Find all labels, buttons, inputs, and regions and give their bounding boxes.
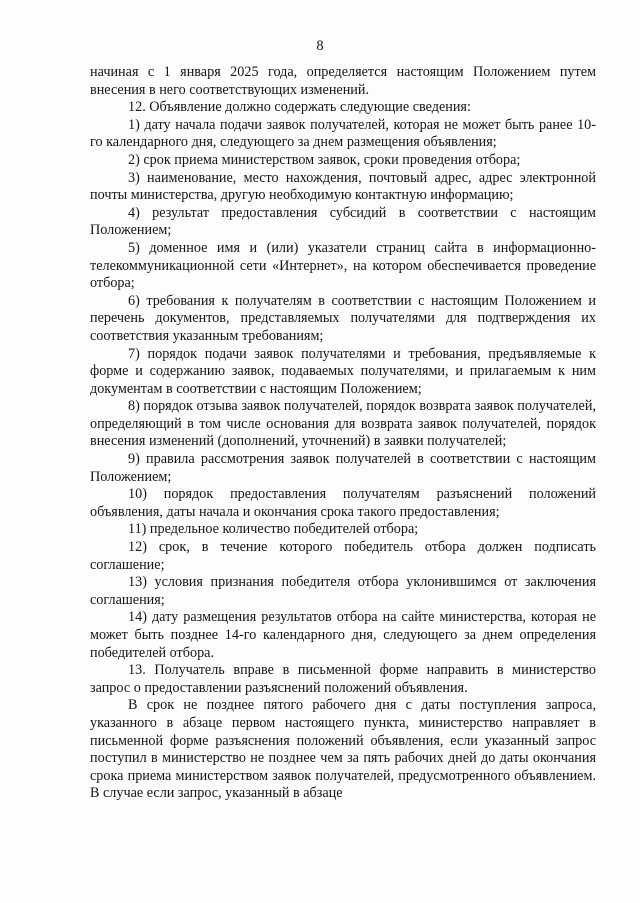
paragraph: 3) наименование, место нахождения, почтовый адрес, адрес электронной почты министерства, другую необходимую контактную информацию; bbox=[90, 169, 596, 204]
paragraph: начиная с 1 января 2025 года, определяется настоящим Положением путем внесения в него соответствующих изменений. bbox=[90, 64, 596, 98]
paragraph: 4) результат предоставления субсидий в соответствии с настоящим Положением; bbox=[90, 204, 596, 239]
paragraph: 6) требования к получателям в соответствии с настоящим Положением и перечень документов, представляемых получателями для подтверждения их соответствия указанным требованиям; bbox=[90, 292, 596, 344]
paragraph: 11) предельное количество победителей отбора; bbox=[128, 521, 419, 538]
paragraph: 14) дату размещения результатов отбора на сайте министерства, которая не может быть позднее 14-го календарного дня, следующего за днем определения победителей отбора. bbox=[90, 609, 596, 661]
paragraph: 2) срок приема министерством заявок, сроки проведения отбора; bbox=[128, 151, 521, 168]
paragraph: 8) порядок отзыва заявок получателей, порядок возврата заявок получателей, определяющий в том числе основания для возврата заявок получателей, порядок внесения изменений (дополнений, уточнений) в заявки получателей; bbox=[90, 398, 596, 450]
paragraph: 13) условия признания победителя отбора уклонившимся от заключения соглашения; bbox=[90, 574, 596, 608]
paragraph: 7) порядок подачи заявок получателями и требования, предъявляемые к форме и содержанию заявок, подаваемых получателями, и прилагаемым к ним документам в соответствии с настоящим Положением; bbox=[90, 345, 596, 397]
paragraph: 12) срок, в течение которого победитель отбора должен подписать соглашение; bbox=[90, 539, 596, 573]
paragraph: 10) порядок предоставления получателям разъяснений положений объявления, даты начала и окончания срока такого предоставления; bbox=[90, 486, 596, 520]
page-number: 8 bbox=[316, 38, 324, 54]
paragraph: 9) правила рассмотрения заявок получателей в соответствии с настоящим Положением; bbox=[90, 451, 596, 485]
paragraph: 13. Получатель вправе в письменной форме направить в министерство запрос о предоставлении разъяснений положений объявления. bbox=[90, 662, 596, 696]
paragraph: В срок не позднее пятого рабочего дня с даты поступления запроса, указанного в абзаце первом настоящего пункта, министерство направляет в письменной форме разъяснения положений объявления, если указанный запрос поступил в министерство не позднее чем за пять рабочих дней до даты окончания срока приема министерством заявок получателей, предусмотренного объявлением. В случае если запрос, указанный в абзаце bbox=[90, 697, 596, 802]
paragraph: 5) доменное имя и (или) указатели страниц сайта в информационно-телекоммуникационной сети «Интернет», на котором обеспечивается проведение отбора; bbox=[90, 239, 596, 292]
paragraph: 12. Объявление должно содержать следующие сведения: bbox=[128, 99, 471, 116]
document-body bbox=[90, 64, 596, 803]
paragraph: 1) дату начала подачи заявок получателей, которая не может быть ранее 10-го календарного дня, следующего за днем размещения объявления; bbox=[90, 116, 596, 151]
